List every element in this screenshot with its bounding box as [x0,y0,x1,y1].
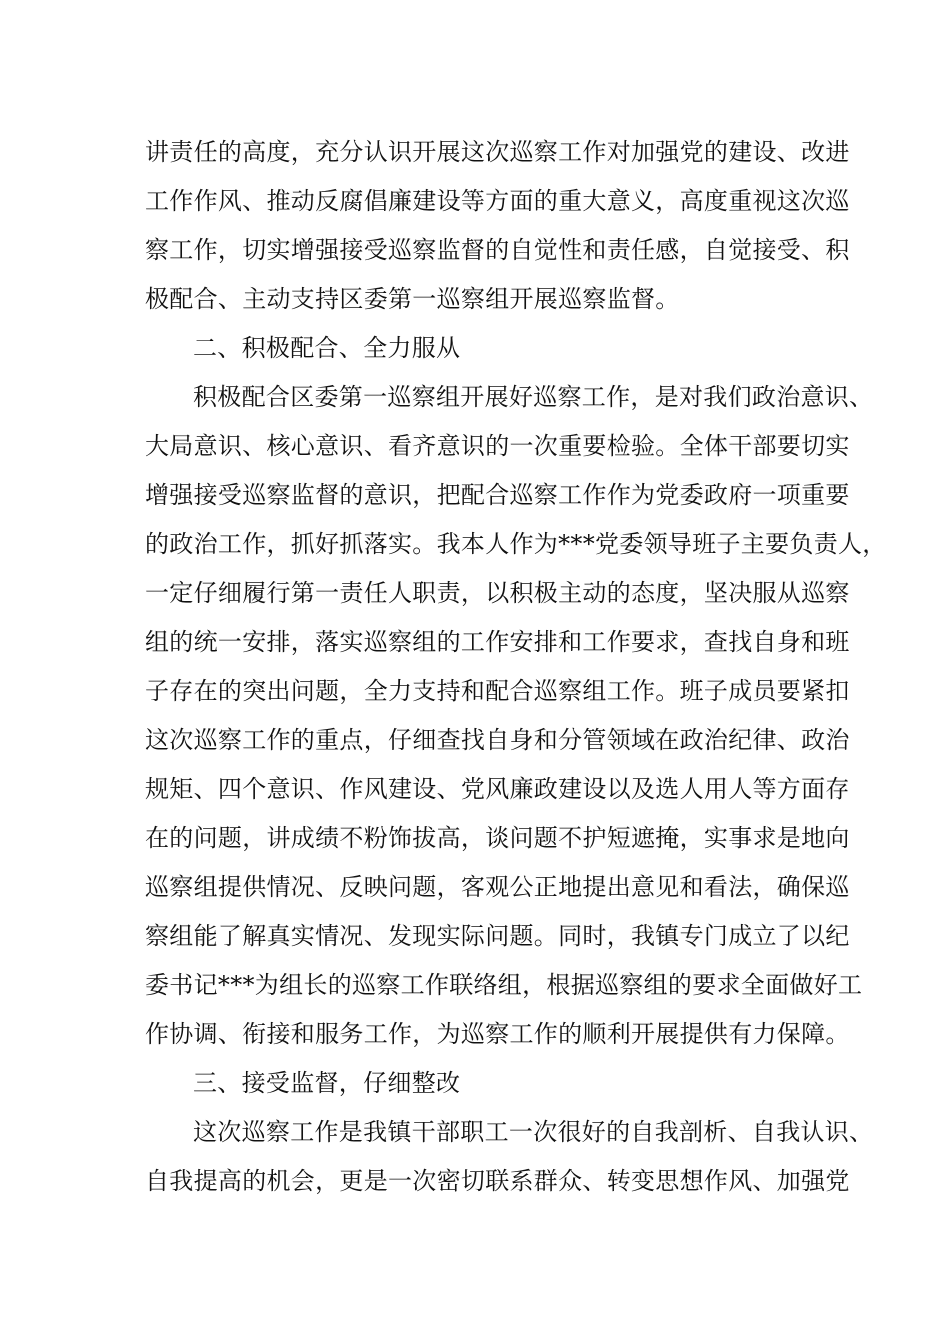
text-line: 积极配合区委第一巡察组开展好巡察工作，是对我们政治意识、 [193,383,874,411]
text-line: 工作作风、推动反腐倡廉建设等方面的重大意义，高度重视这次巡 [145,187,850,215]
text-line: 作协调、衔接和服务工作，为巡察工作的顺利开展提供有力保障。 [145,1020,850,1048]
text-line: 组的统一安排，落实巡察组的工作安排和工作要求，查找自身和班 [145,628,850,656]
text-line: 讲责任的高度，充分认识开展这次巡察工作对加强党的建设、改进 [145,138,850,166]
text-line: 在的问题，讲成绩不粉饰拔高，谈问题不护短遮掩，实事求是地向 [145,824,850,852]
section-heading: 三、接受监督，仔细整改 [193,1069,461,1097]
section-heading: 二、积极配合、全力服从 [193,334,461,362]
text-line: 巡察组提供情况、反映问题，客观公正地提出意见和看法，确保巡 [145,873,850,901]
text-line: 察工作，切实增强接受巡察监督的自觉性和责任感，自觉接受、积 [145,236,850,264]
text-line: 极配合、主动支持区委第一巡察组开展巡察监督。 [145,285,680,313]
text-line: 一定仔细履行第一责任人职责，以积极主动的态度，坚决服从巡察 [145,579,850,607]
text-line: 委书记***为组长的巡察工作联络组，根据巡察组的要求全面做好工 [145,971,863,999]
text-line: 子存在的突出问题，全力支持和配合巡察组工作。班子成员要紧扣 [145,677,850,705]
text-line: 大局意识、核心意识、看齐意识的一次重要检验。全体干部要切实 [145,432,850,460]
text-line: 的政治工作，抓好抓落实。我本人作为***党委领导班子主要负责人， [145,530,887,558]
text-line: 这次巡察工作是我镇干部职工一次很好的自我剖析、自我认识、 [193,1118,874,1146]
text-line: 这次巡察工作的重点，仔细查找自身和分管领域在政治纪律、政治 [145,726,850,754]
text-line: 察组能了解真实情况、发现实际问题。同时，我镇专门成立了以纪 [145,922,850,950]
text-line: 增强接受巡察监督的意识，把配合巡察工作作为党委政府一项重要 [145,481,850,509]
text-line: 自我提高的机会，更是一次密切联系群众、转变思想作风、加强党 [145,1167,850,1195]
text-line: 规矩、四个意识、作风建设、党风廉政建设以及选人用人等方面存 [145,775,850,803]
document-body [145,128,887,1206]
